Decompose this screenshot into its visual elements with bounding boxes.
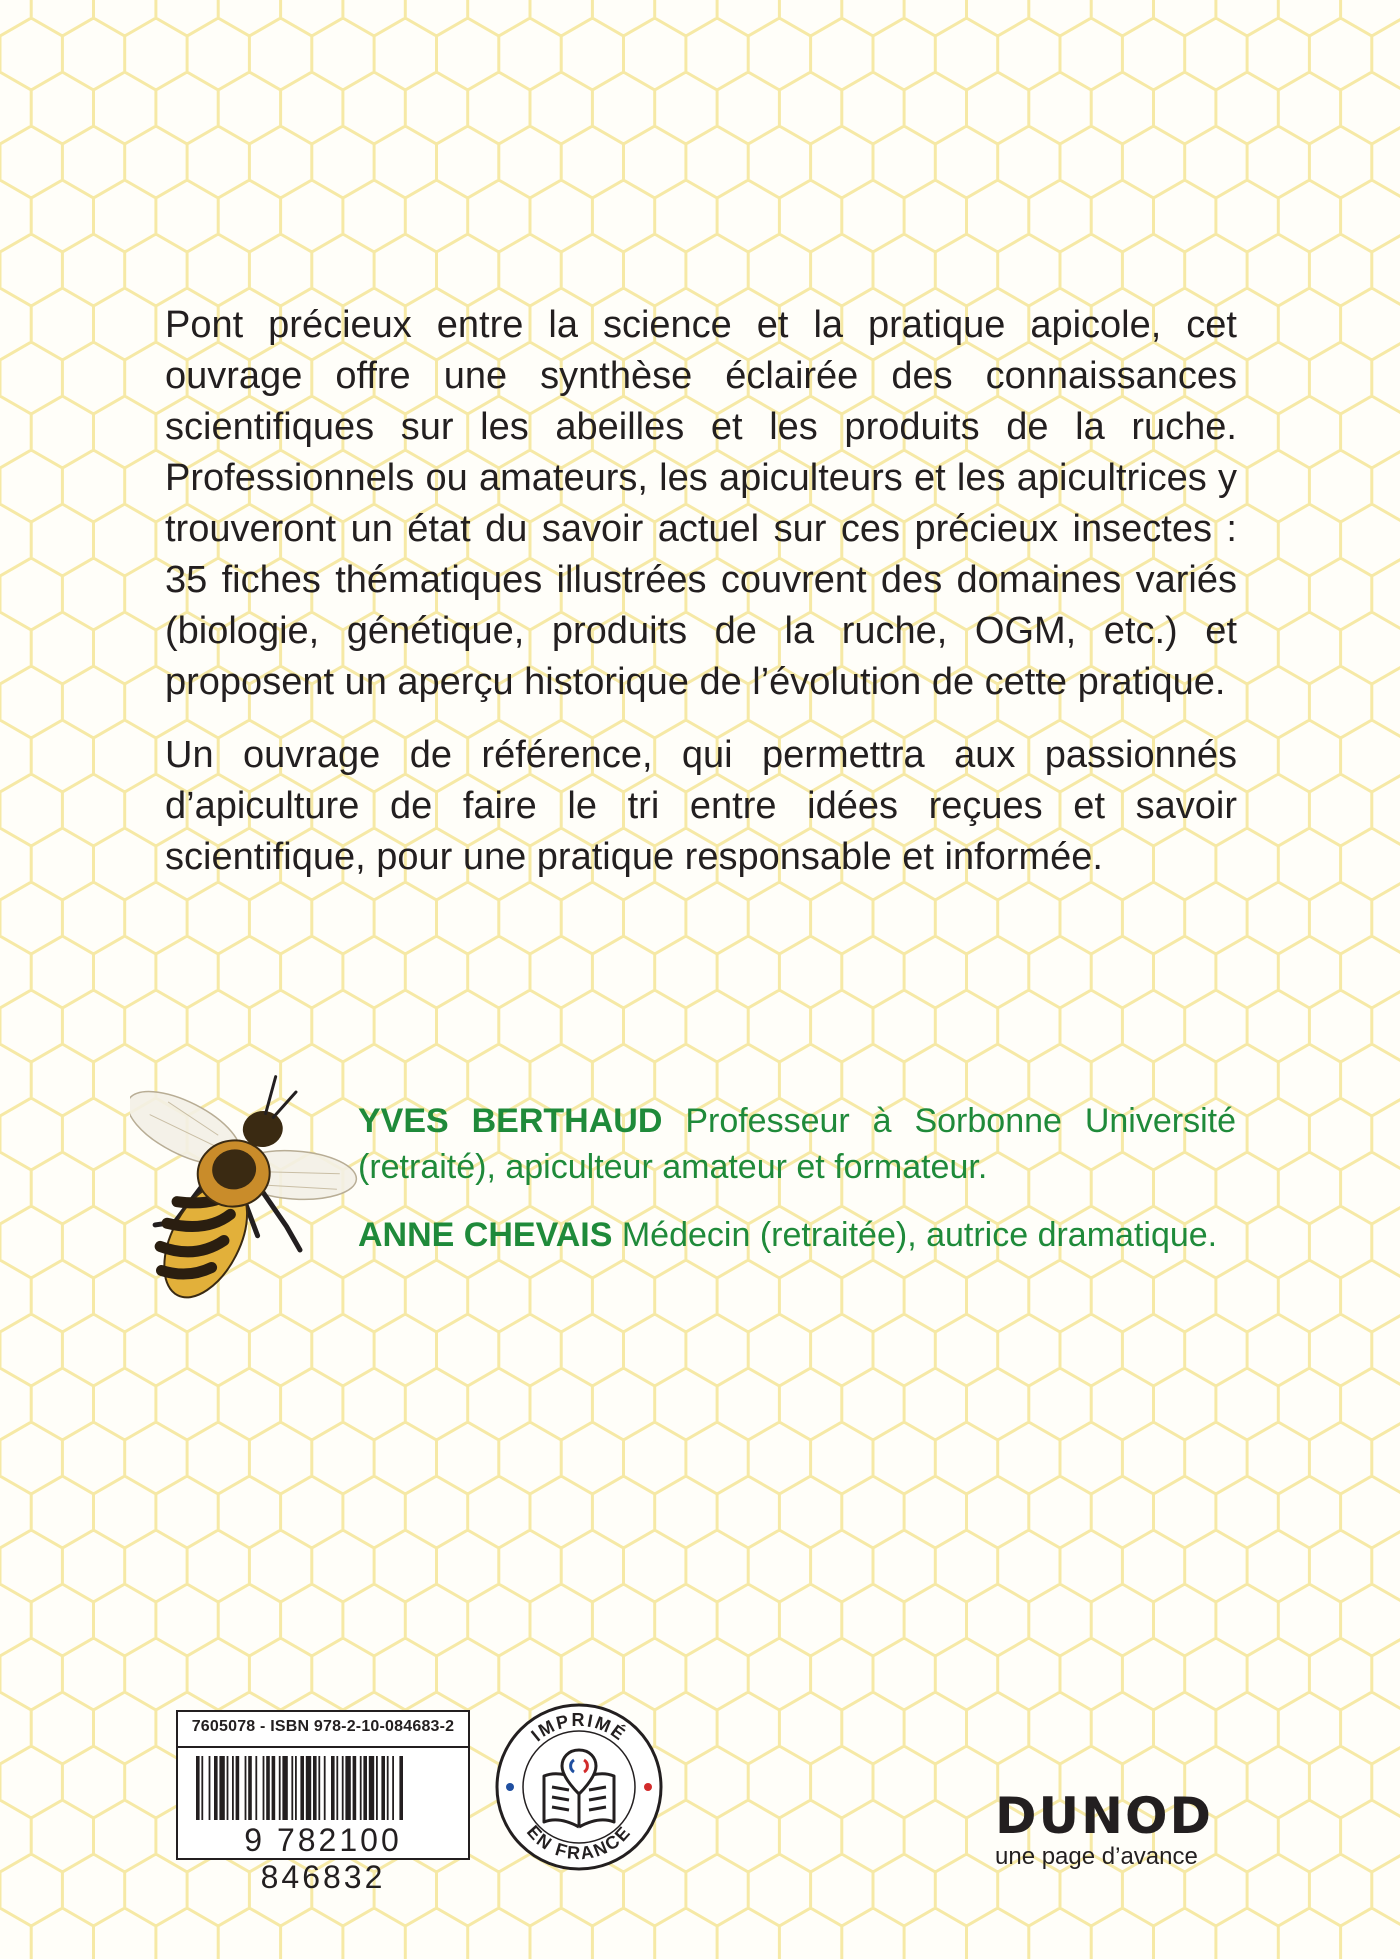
- publisher-name: DUNOD: [995, 1787, 1213, 1845]
- barcode-bar: [201, 1756, 203, 1820]
- seal-top-text: IMPRIMÉ: [527, 1710, 631, 1746]
- barcode-bar: [282, 1756, 287, 1820]
- blurb-paragraph-1: Pont précieux entre la science et la pratique apicole, cet ouvrage offre une synthèse éclairée des connaissances scientifiques sur les abeilles et les produits de la ruche. Professionnels ou amateurs, les apiculteurs et les apicultrices y trouveront un état du savoir actuel sur ces précieux insectes : 35 fiches thématiques illustrées couvrent des domaines variés (biologie, génétique, produits de la ruche, OGM, etc.) et proposent un aperçu historique de l’évolution de cette pratique.: [165, 304, 1237, 703]
- isbn-barcode-block: [176, 1710, 470, 1895]
- barcode-bar: [266, 1756, 270, 1820]
- author-name: ANNE CHEVAIS: [358, 1216, 613, 1254]
- seal-bottom-text: EN FRANCE: [522, 1821, 636, 1864]
- barcode-bar: [345, 1756, 350, 1820]
- barcode-bar: [353, 1756, 357, 1820]
- blurb-paragraph-2: Un ouvrage de référence, qui permettra aux passionnés d’apiculture de faire le tri entre idées reçues et savoir scientifique, pour une pratique responsable et informée.: [165, 734, 1237, 878]
- author-bios: [358, 1098, 1236, 1280]
- barcode-bar: [387, 1756, 389, 1820]
- barcode-bar: [363, 1756, 367, 1820]
- barcode-bar: [227, 1756, 229, 1820]
- barcode-bar: [248, 1756, 252, 1820]
- publisher-logo: [995, 1787, 1245, 1872]
- barcode-bars: [196, 1756, 452, 1820]
- barcode-bar: [376, 1756, 378, 1820]
- publisher-tagline: une page d’avance: [995, 1843, 1198, 1870]
- barcode-bar: [295, 1756, 297, 1820]
- author-entry: [358, 1098, 1236, 1190]
- barcode-bar: [336, 1756, 338, 1820]
- barcode-bar: [360, 1756, 362, 1820]
- barcode-digits: 9 782100 846832: [244, 1822, 402, 1895]
- isbn-separator: [178, 1746, 468, 1748]
- barcode-bar: [342, 1756, 344, 1820]
- barcode-bar: [399, 1756, 403, 1820]
- barcode-bar: [263, 1756, 265, 1820]
- barcode-bar: [236, 1756, 240, 1820]
- barcode-bar: [232, 1756, 234, 1820]
- barcode-bar: [369, 1756, 374, 1820]
- barcode-bar: [300, 1756, 304, 1820]
- barcode-bar: [214, 1756, 218, 1820]
- imprime-en-france-seal: [494, 1702, 664, 1872]
- author-bio: Professeur à Sorbonne Université (retraité), apiculteur amateur et formateur.: [358, 1102, 1236, 1186]
- barcode-bar: [209, 1756, 211, 1820]
- barcode-bar: [255, 1756, 257, 1820]
- barcode-bar: [313, 1756, 317, 1820]
- barcode-bar: [331, 1756, 335, 1820]
- barcode-bar: [392, 1756, 394, 1820]
- barcode-bar: [324, 1756, 326, 1820]
- barcode-bar: [381, 1756, 385, 1820]
- barcode-bar: [219, 1756, 224, 1820]
- author-bio: Médecin (retraitée), autrice dramatique.: [621, 1216, 1218, 1254]
- barcode-bar: [279, 1756, 281, 1820]
- barcode-bar: [318, 1756, 320, 1820]
- author-name: YVES BERTHAUD: [358, 1102, 663, 1140]
- barcode-bar: [272, 1756, 276, 1820]
- barcode-bar: [245, 1756, 247, 1820]
- barcode-bar: [196, 1756, 200, 1820]
- bee-illustration: [130, 1062, 360, 1302]
- barcode-bar: [291, 1756, 293, 1820]
- isbn-line: 7605078 - ISBN 978-2-10-084683-2: [191, 1718, 455, 1735]
- barcode-bar: [306, 1756, 311, 1820]
- back-cover-blurb: [165, 300, 1237, 905]
- author-entry: [358, 1212, 1236, 1258]
